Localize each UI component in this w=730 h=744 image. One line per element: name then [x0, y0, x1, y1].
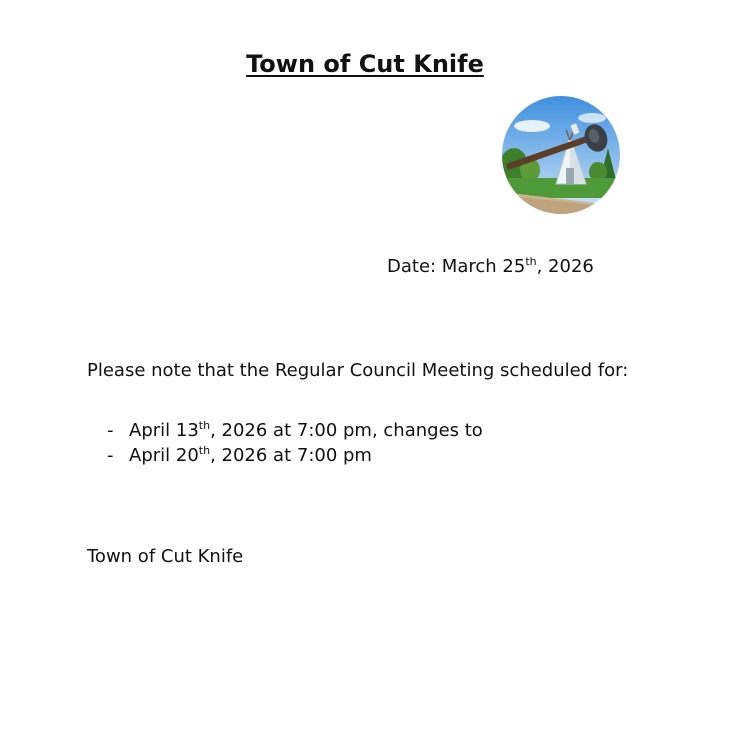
date-prefix: Date: March 25 — [387, 256, 526, 277]
meeting-date-list — [107, 418, 483, 468]
page-title: Town of Cut Knife — [246, 50, 484, 78]
signature: Town of Cut Knife — [87, 546, 244, 567]
notice-date — [387, 256, 594, 277]
date-ordinal: th — [525, 255, 537, 268]
list-item-date-prefix: April 13 — [129, 420, 199, 441]
list-item-date-prefix: April 20 — [129, 445, 199, 466]
list-item-date-rest: , 2026 at 7:00 pm — [210, 445, 372, 466]
list-item-date-rest: , 2026 at 7:00 pm, changes to — [210, 420, 483, 441]
list-item-new-date — [107, 443, 483, 468]
list-bullet: - — [107, 445, 114, 466]
list-item-ordinal: th — [198, 444, 211, 457]
tomahawk-teepee-logo-icon — [502, 96, 620, 214]
date-rest: , 2026 — [536, 256, 594, 277]
list-bullet: - — [107, 420, 114, 441]
list-item-original-date — [107, 418, 483, 443]
town-logo — [502, 96, 620, 214]
notice-text: Please note that the Regular Council Meeting scheduled for: — [87, 360, 629, 381]
list-item-ordinal: th — [198, 419, 211, 432]
